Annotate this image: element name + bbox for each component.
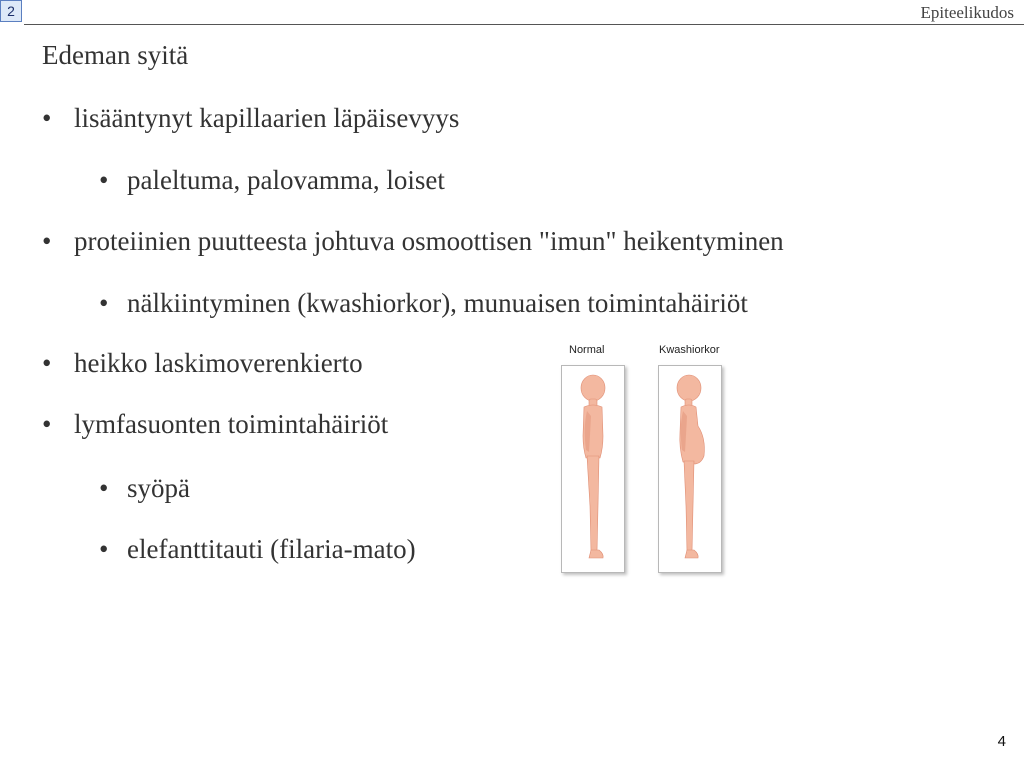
list-item-text: proteiinien puutteesta johtuva osmoottisen "imun" heikentyminen — [74, 226, 784, 256]
normal-child-illustration — [562, 366, 624, 572]
bullet-marker: • — [42, 409, 52, 439]
slide-number-badge: 2 — [0, 0, 22, 22]
list-item-text: elefanttitauti (filaria-mato) — [127, 534, 416, 564]
list-item-text: paleltuma, palovamma, loiset — [127, 165, 445, 195]
kwashiorkor-child-illustration — [659, 366, 721, 572]
kwashiorkor-child-panel — [658, 365, 722, 573]
bullet-marker: • — [99, 473, 109, 503]
bullet-marker: • — [42, 348, 52, 378]
bullet-marker: • — [42, 103, 52, 133]
header-divider — [24, 24, 1024, 25]
bullet-marker: • — [99, 165, 109, 195]
kwashiorkor-comparison-figure — [555, 344, 735, 580]
list-item-text: lisääntynyt kapillaarien läpäisevyys — [74, 103, 460, 133]
figure-label-normal: Normal — [569, 344, 605, 356]
slide-heading: Edeman syitä — [42, 40, 189, 70]
body-figure — [581, 375, 605, 558]
page-number: 4 — [997, 733, 1006, 750]
list-item-text: heikko laskimoverenkierto — [74, 348, 363, 378]
bullet-marker: • — [42, 226, 52, 256]
figure-label-kwashiorkor: Kwashiorkor — [659, 344, 720, 356]
list-item-text: syöpä — [127, 473, 190, 503]
bullet-marker: • — [99, 288, 109, 318]
bullet-marker: • — [99, 534, 109, 564]
list-item-text: nälkiintyminen (kwashiorkor), munuaisen toimintahäiriöt — [127, 288, 748, 318]
normal-child-panel — [561, 365, 625, 573]
list-item-text: lymfasuonten toimintahäiriöt — [74, 409, 389, 439]
header-topic: Epiteelikudos — [920, 3, 1014, 22]
body-figure — [677, 375, 704, 558]
